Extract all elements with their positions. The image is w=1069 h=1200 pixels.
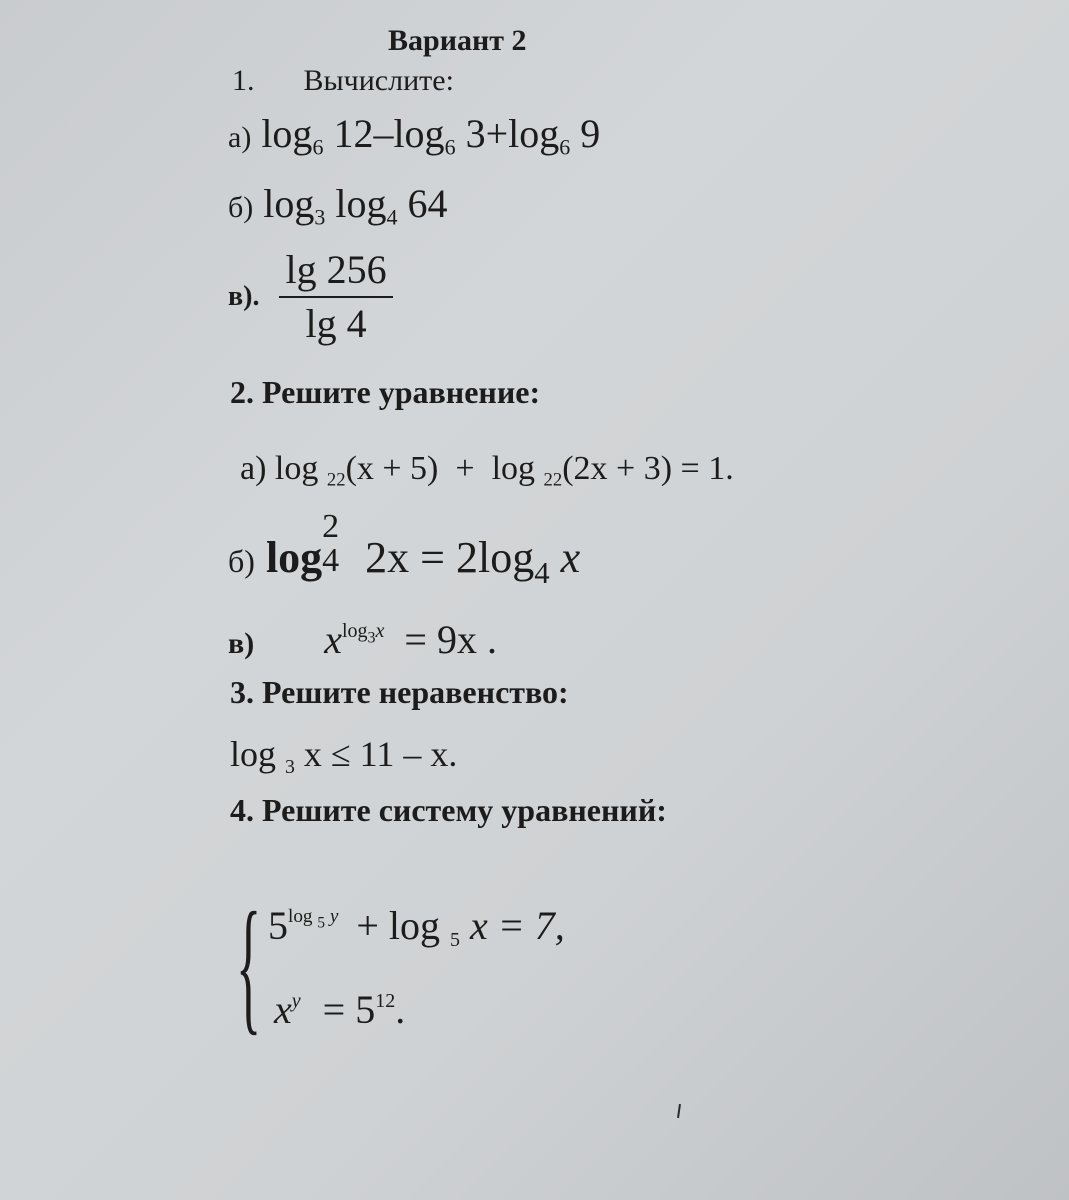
plus-sign: + (455, 450, 475, 487)
equation-rhs: = 2log (420, 533, 535, 582)
log-base: 4 (534, 555, 550, 590)
log-arg: (x + 5) (345, 450, 439, 487)
variable-x: x (324, 617, 342, 662)
task1-b-label: б) (228, 191, 254, 224)
task2-c-label: в) (228, 627, 255, 660)
equation-rhs: = 1. (680, 450, 734, 487)
task1-c-label: в). (228, 281, 260, 312)
log-arg: 9 (580, 111, 601, 156)
log-term: log (230, 734, 277, 774)
fraction-numerator: lg 256 (285, 247, 387, 292)
task2-b (228, 508, 581, 590)
log-arg: (2x + 3) (562, 450, 673, 487)
fraction-denominator: lg 4 (305, 301, 367, 346)
period: . (395, 987, 406, 1032)
log-base: 22 (326, 469, 346, 491)
task4-eq1 (268, 903, 565, 951)
task2-a-label: а) (240, 450, 267, 487)
log-base: 6 (559, 134, 571, 160)
task1-c (228, 247, 393, 346)
log-term: log (393, 111, 445, 156)
task2-heading: 2. Решите уравнение: (230, 374, 541, 410)
log-term: log (508, 111, 560, 156)
plus-sign: + (485, 111, 509, 156)
log-term: log (265, 533, 323, 582)
log-term: log (274, 450, 319, 487)
log-term: log (491, 450, 536, 487)
fraction (279, 247, 392, 346)
log-base: 5 (450, 929, 461, 951)
log-base: 22 (543, 469, 563, 491)
variable-x: x (560, 533, 581, 582)
log-base: 4 (322, 542, 340, 579)
task2-b-label: б) (228, 543, 255, 579)
page-title: Вариант 2 (388, 24, 527, 57)
log-arg: 3 (465, 111, 486, 156)
log-term: log (263, 181, 315, 226)
log-term: log (335, 181, 387, 226)
log-base: 4 (386, 204, 398, 230)
log-exponent: 2 (322, 508, 340, 545)
task1-a (228, 111, 601, 160)
base-five: 5 (268, 903, 288, 948)
plus-log: + log (356, 903, 441, 948)
log-base: 6 (444, 134, 456, 160)
log-arg: 12 (333, 111, 374, 156)
task1-a-label: а) (228, 121, 252, 154)
log-base: 3 (314, 204, 326, 230)
task2-a (240, 452, 734, 490)
log-term: log (261, 111, 313, 156)
variable-x: x (274, 987, 292, 1032)
system-brace: { (236, 882, 262, 1048)
pencil-mark (677, 1104, 681, 1118)
exponent: log 5 y (288, 905, 339, 932)
exponent: log3x (341, 620, 385, 647)
inequality-rest: x ≤ 11 – x. (303, 734, 458, 774)
task1-number: 1. (232, 64, 255, 97)
exponent: y (291, 990, 301, 1012)
log-base: 6 (312, 134, 324, 160)
task1-heading (232, 66, 454, 96)
task3-heading: 3. Решите неравенство: (230, 674, 569, 710)
log-base: 3 (285, 755, 295, 778)
task3-expr (230, 736, 457, 778)
task4-heading: 4. Решите систему уравнений: (230, 792, 667, 828)
exponent: 12 (375, 990, 396, 1012)
log-arg: 2x (365, 533, 410, 582)
task2-c (228, 617, 497, 662)
equation-rhs: = 9x . (404, 617, 497, 662)
log-arg: 64 (407, 181, 448, 226)
equation-rhs: = 5 (322, 987, 376, 1032)
task1-b (228, 181, 448, 230)
task4-eq2 (274, 987, 406, 1032)
task1-heading-text: Вычислите: (303, 64, 454, 97)
minus-sign: – (373, 111, 394, 156)
equation-rest: x = 7, (470, 903, 565, 948)
